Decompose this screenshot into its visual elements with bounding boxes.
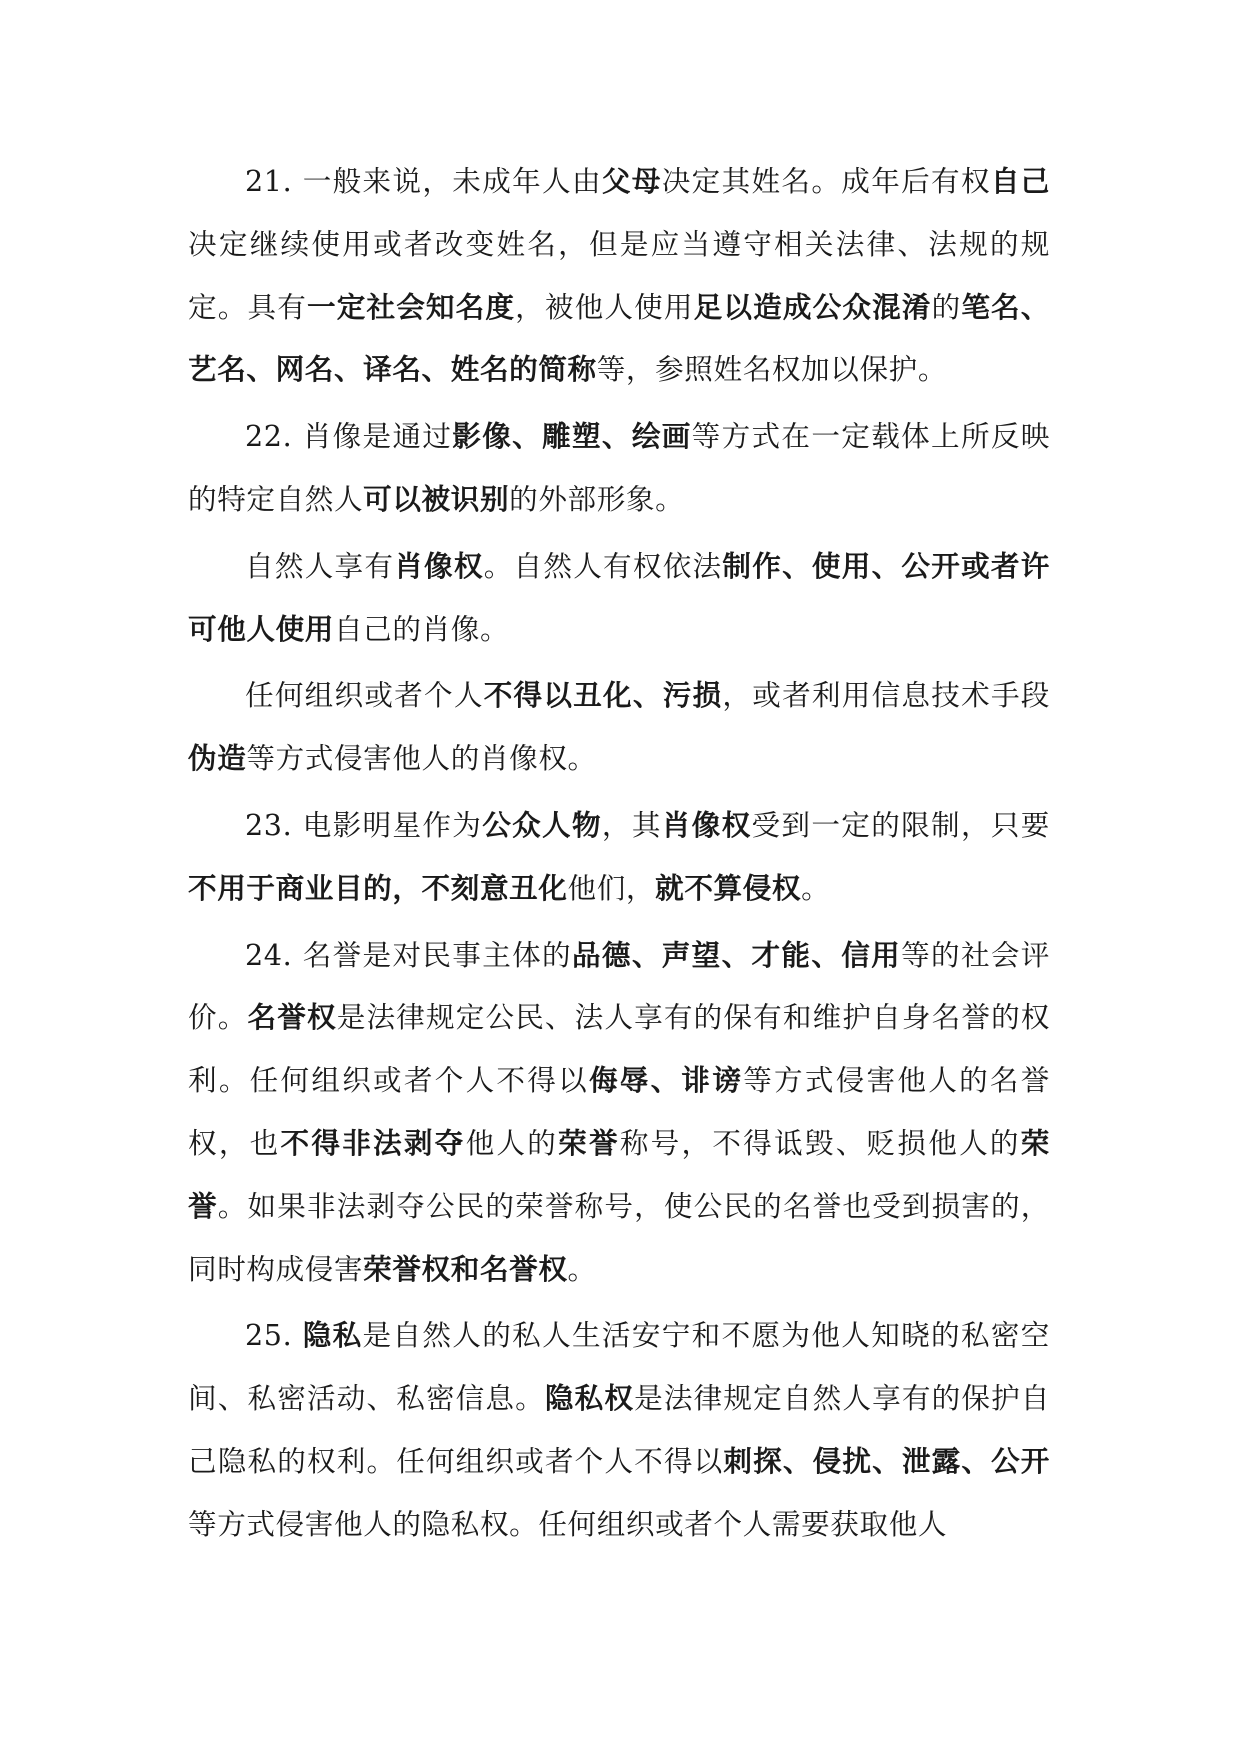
bold-keyword: 伪造 <box>188 741 247 776</box>
paragraph <box>188 535 1050 661</box>
bold-keyword: 制作、使用、公开或者许可他人使用 <box>188 548 1050 646</box>
text-run: 21. 一般来说，未成年人由 <box>245 164 602 198</box>
text-run: ，或者利用信息技术手段 <box>722 678 1050 713</box>
text-run: 他人的 <box>465 1125 559 1160</box>
text-run: 等的社会评价。 <box>188 937 1050 1035</box>
bold-keyword: 影像、雕塑、绘画 <box>452 419 692 454</box>
bold-keyword: 荣誉 <box>558 1125 620 1160</box>
text-run: ，其 <box>601 807 662 842</box>
text-run: 等方式侵害他人的名誉权，也 <box>188 1063 1050 1160</box>
paragraph <box>188 794 1050 920</box>
bold-keyword: 公众人物 <box>482 807 602 842</box>
bold-keyword: 品德、声望、才能、信用 <box>571 937 902 972</box>
text-run: 是自然人的私人生活安宁和不愿为他人知晓的私密空间、私密活动、私密信息。 <box>188 1318 1050 1416</box>
bold-keyword: 隐私权 <box>544 1381 635 1416</box>
bold-keyword: 父母 <box>601 164 662 198</box>
text-run: 24. 名誉是对民事主体的 <box>245 937 572 972</box>
bold-keyword: 隐私 <box>302 1318 363 1353</box>
bold-keyword: 不得以丑化、污损 <box>483 678 723 713</box>
paragraph <box>188 405 1050 531</box>
text-run: 他们， <box>567 870 656 905</box>
bold-keyword: 笔名、艺名、网名、译名、姓名的简称 <box>188 289 1050 387</box>
text-run: 的 <box>931 289 962 324</box>
bold-keyword: 刺探、侵扰、泄露、公开 <box>723 1443 1050 1478</box>
text-run: 25. <box>245 1318 303 1353</box>
text-run: 决定其姓名。成年后有权 <box>661 164 991 198</box>
paragraph <box>188 1304 1050 1555</box>
text-run: 任何组织或者个人 <box>245 678 484 713</box>
text-run: 等方式侵害他人的肖像权。 <box>246 741 597 776</box>
bold-keyword: 不用于商业目的，不刻意丑化 <box>188 870 568 905</box>
document-body <box>188 150 1050 1560</box>
text-run: 22. 肖像是通过 <box>245 419 453 454</box>
text-run: 23. 电影明星作为 <box>245 807 483 842</box>
bold-keyword: 侮辱、诽谤 <box>588 1063 744 1098</box>
text-run: 是法律规定公民、法人享有的保有和维护自身名誉的权利。任何组织或者个人不得以 <box>188 1000 1051 1098</box>
bold-keyword: 荣誉 <box>188 1125 1050 1223</box>
paragraph <box>188 924 1050 1301</box>
text-run: 自然人享有 <box>245 548 395 583</box>
text-run: 。自然人有权依法 <box>483 548 723 583</box>
bold-keyword: 可以被识别 <box>363 481 510 516</box>
text-run: 是法律规定自然人享有的保护自己隐私的权利。任何组织或者个人不得以 <box>188 1381 1051 1478</box>
text-run: 称号，不得诋毁、贬损他人的 <box>619 1125 1021 1160</box>
text-run: 。 <box>801 870 831 905</box>
text-run: 等方式侵害他人的隐私权。任何组织或者个人需要获取他人 <box>188 1506 948 1541</box>
text-run: 等，参照姓名权加以保护。 <box>596 352 948 387</box>
text-run: 决定继续使用或者改变姓名，但是应当遵守相关法律、法规的规定。具有 <box>188 226 1050 324</box>
paragraph <box>188 150 1050 401</box>
text-run: 自己的肖像。 <box>333 611 510 646</box>
bold-keyword: 足以造成公众混淆 <box>693 289 932 324</box>
text-run: ，被他人使用 <box>515 289 694 324</box>
bold-keyword: 名誉权 <box>247 1000 337 1035</box>
text-run: 的外部形象。 <box>509 481 685 516</box>
text-run: 等方式在一定载体上所反映的特定自然人 <box>188 419 1050 516</box>
paragraph <box>188 664 1050 790</box>
bold-keyword: 荣誉权和名誉权 <box>363 1251 568 1286</box>
bold-keyword: 肖像权 <box>394 548 484 583</box>
bold-keyword: 不得非法剥夺 <box>280 1125 466 1160</box>
bold-keyword: 自己 <box>990 164 1051 198</box>
bold-keyword: 一定社会知名度 <box>306 289 516 324</box>
text-run: 。如果非法剥夺公民的荣誉称号，使公民的名誉也受到损害的，同时构成侵害 <box>188 1188 1050 1286</box>
text-run: 受到一定的限制，只要 <box>751 807 1050 842</box>
bold-keyword: 就不算侵权 <box>655 870 802 905</box>
text-run: 。 <box>567 1251 597 1286</box>
bold-keyword: 肖像权 <box>661 807 752 842</box>
